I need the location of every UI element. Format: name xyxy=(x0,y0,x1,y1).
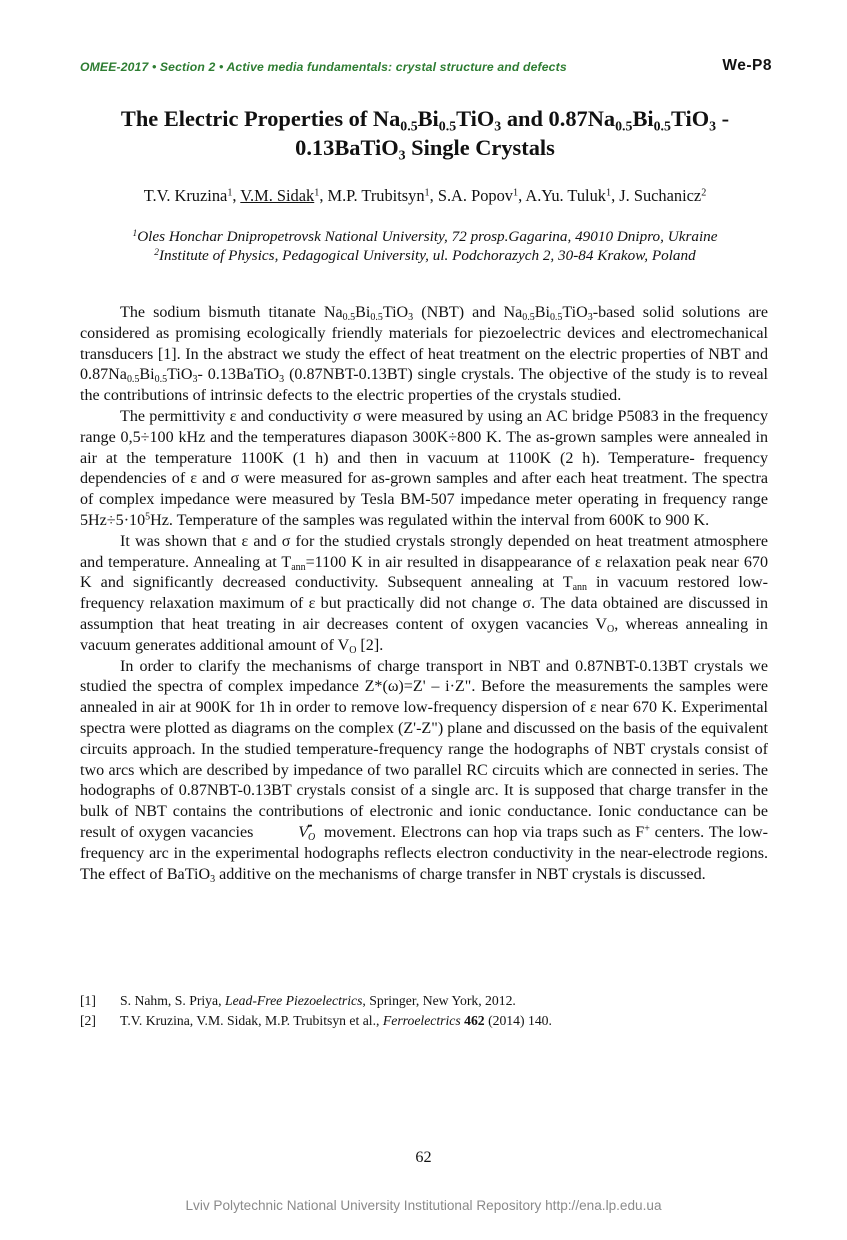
page-number: 62 xyxy=(415,1148,432,1166)
repository-footer: Lviv Polytechnic National University Institutional Repository http://ena.lp.edu.ua xyxy=(185,1198,662,1213)
paragraph-3: It was shown that ε and σ for the studied crystals strongly depended on heat treatment atmosphere and temperature. Annealing at $T_{ann}=1100$ K in air resulted in disappearance of ε relaxation peak near 670 K and significantly decreased conductivity. Subsequent annealing at $T_{ann}$ in vacuum restored low-frequency relaxation maximum of ε but practically did not change σ. The data obtained are discussed in assumption that heat treating in air decreases content of oxygen vacancies $V_O$, whereas annealing in vacuum generates additional amount of $V_O$ [2]. xyxy=(80,532,768,656)
affiliation-2: $^2$Institute of Physics, Pedagogical University, ul. Podchorazych 2, 30-84 Krakow, Poland xyxy=(154,246,696,264)
paragraph-2: The permittivity ε and conductivity σ were measured by using an AC bridge P5083 in the frequency range 0,5÷100 kHz and the temperatures diapason 300K÷800 K. The as-grown samples were annealed in air at the temperature 1100K (1 h) and then in vacuum at 1100K (2 h). Temperature- frequency dependencies of ε and σ were measured for as-grown samples and after each heat treatment. The spectra of complex impedance were measured by Tesla BM-507 impedance meter operating in frequency range $5Hz\div 5\cdot 10^5Hz$. Temperature of the samples was regulated within the interval from 600K to 900 K. xyxy=(80,407,768,529)
author: T.V. Kruzina xyxy=(143,186,228,205)
paper-title: The Electric Properties of $Na_{0.5}Bi_{0.5}TiO_3$ and $0.87Na_{0.5}Bi_{0.5}TiO_3$ - 0.13BaTiO$_3$ Single Crystals xyxy=(120,106,730,164)
author: J. Suchanicz xyxy=(619,186,702,205)
affiliations xyxy=(80,228,770,265)
reference-item: [2] T.V. Kruzina, V.M. Sidak, M.P. Trubitsyn et al., Ferroelectrics 462 (2014) 140. xyxy=(80,1012,552,1028)
author: M.P. Trubitsyn xyxy=(327,186,425,205)
running-head xyxy=(80,57,770,77)
reference-item: [1] S. Nahm, S. Priya, Lead-Free Piezoelectrics, Springer, New York, 2012. xyxy=(80,993,516,1008)
author-list: T.V. Kruzina$^1$, V.M. Sidak$^1$, M.P. Trubitsyn$^1$, S.A. Popov$^1$, A.Yu. Tuluk$^1$, J. Suchanicz$^2$ xyxy=(143,186,707,205)
conference-section-header: OMEE-2017 • Section 2 • Active media fundamentals: crystal structure and defects xyxy=(80,60,567,74)
author: S.A. Popov xyxy=(437,186,513,205)
paragraph-4: In order to clarify the mechanisms of charge transport in NBT and 0.87NBT-0.13BT crystals we studied the spectra of complex impedance Z*(ω)=Z' – i·Z". Before the measurements the samples were annealed in air at 900K for 1h in order to remove low-frequency dispersion of ε near 670 K. Experimental spectra were plotted as diagrams on the complex (Z'-Z") plane and discussed on the basis of the equivalent circuits approach. In the studied temperature-frequency range the hodographs of NBT crystals consist of two arcs which are described by impedance of two parallel RC circuits which are connected in series. The hodographs of 0.87NBT-0.13BT crystals consist of a single arc. It is supposed that charge transfer in the bulk of NBT contains the contributions of electronic and ionic conductance. Ionic conductance can be result of oxygen vacancies $V_O$ •• movement. Electrons can hop via traps such as F+ centers. The low-frequency arc in the experimental hodographs reflects electron conductivity in the near-electrode regions. The effect of BaTiO$_3$ additive on the mechanisms of charge transfer in NBT crystals is discussed. xyxy=(80,657,768,885)
author-presenter: V.M. Sidak xyxy=(240,186,315,205)
reference-list xyxy=(80,991,768,1030)
paragraph-1: The sodium bismuth titanate $Na_{0.5}Bi_{0.5}TiO_3$ (NBT) and $Na_{0.5}Bi_{0.5}TiO_3$-based solid solutions are considered as promising ecologically friendly materials for piezoelectric devices and electromechanical transducers [1]. In the abstract we study the effect of heat treatment on the electric properties of NBT and $0.87Na_{0.5}Bi_{0.5}TiO_3-$ 0.13BaTiO$_3$ (0.87NBT-0.13BT) single crystals. The objective of the study is to reveal the contributions of intrinsic defects to the electric properties of the crystals studied. xyxy=(80,304,769,405)
abstract-body xyxy=(80,303,768,885)
author: A.Yu. Tuluk xyxy=(525,186,606,205)
oxygen-vacancy-symbol: $V_O$ •• xyxy=(298,820,316,844)
poster-code: We-P8 xyxy=(722,57,772,74)
affiliation-1: $^1$Oles Honchar Dnipropetrovsk National University, 72 prosp.Gagarina, 49010 Dnipro, Ukraine xyxy=(132,228,718,245)
